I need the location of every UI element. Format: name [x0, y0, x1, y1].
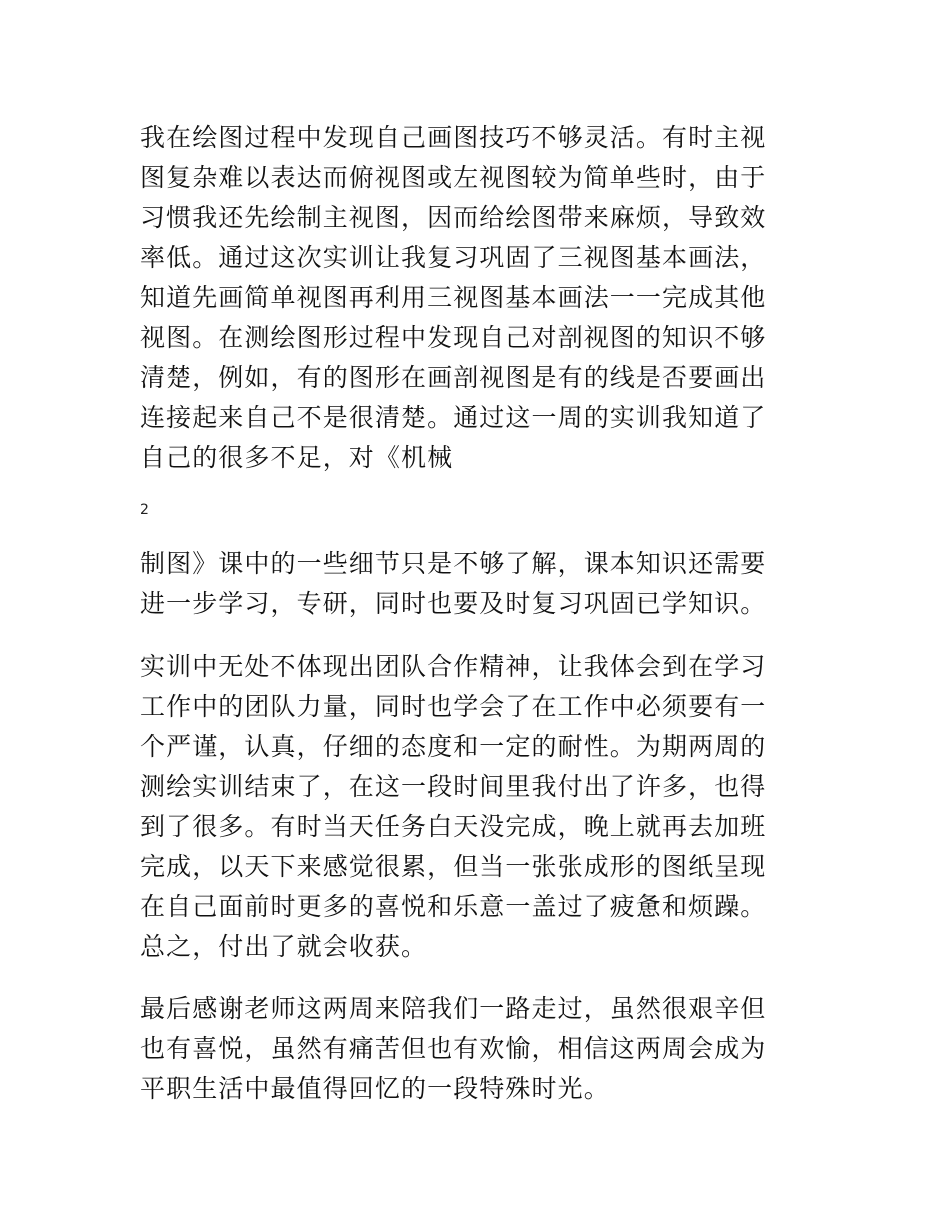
text-line: 个严谨，认真，仔细的态度和一定的耐性。为期两周的 — [140, 732, 767, 761]
paragraph-thanks — [140, 989, 766, 1109]
paragraph-teamwork — [140, 647, 766, 967]
text-line: 工作中的团队力量，同时也学会了在工作中必须要有一 — [140, 692, 767, 721]
text-line: 率低。通过这次实训让我复习巩固了三视图基本画法， — [140, 243, 767, 272]
text-line: 我在绘图过程中发现自己画图技巧不够灵活。有时主视 — [140, 123, 767, 152]
text-line: 在自己面前时更多的喜悦和乐意一盖过了疲惫和烦躁。 — [140, 892, 767, 921]
text-line: 也有喜悦，虽然有痛苦但也有欢愉，相信这两周会成为 — [140, 1034, 767, 1063]
text-line: 最后感谢老师这两周来陪我们一路走过，虽然很艰辛但 — [140, 994, 767, 1023]
text-line: 图复杂难以表达而俯视图或左视图较为简单些时，由于 — [140, 163, 767, 192]
text-line: 清楚，例如，有的图形在画剖视图是有的线是否要画出 — [140, 363, 767, 392]
text-line: 知道先画简单视图再利用三视图基本画法一一完成其他 — [140, 283, 767, 312]
text-line: 完成，以天下来感觉很累，但当一张张成形的图纸呈现 — [140, 852, 767, 881]
text-line: 自己的很多不足，对《机械 — [140, 443, 454, 472]
text-line: 习惯我还先绘制主视图，因而给绘图带来麻烦，导致效 — [140, 203, 767, 232]
text-line: 制图》课中的一些细节只是不够了解，课本知识还需要 — [140, 549, 767, 578]
text-line: 平职生活中最值得回忆的一段特殊时光。 — [140, 1074, 610, 1103]
text-line: 视图。在测绘图形过程中发现自己对剖视图的知识不够 — [140, 323, 767, 352]
text-line: 总之，付出了就会收获。 — [140, 932, 428, 961]
text-line: 实训中无处不体现出团队合作精神，让我体会到在学习 — [140, 652, 767, 681]
paragraph-drawing-skills — [140, 118, 766, 478]
page-number: 2 — [140, 502, 149, 518]
paragraph-continuation — [140, 544, 766, 624]
text-line: 进一步学习，专研，同时也要及时复习巩固已学知识。 — [140, 589, 767, 618]
text-line: 测绘实训结束了，在这一段时间里我付出了许多，也得 — [140, 772, 767, 801]
text-line: 到了很多。有时当天任务白天没完成，晚上就再去加班 — [140, 812, 767, 841]
text-line: 连接起来自己不是很清楚。通过这一周的实训我知道了 — [140, 403, 767, 432]
